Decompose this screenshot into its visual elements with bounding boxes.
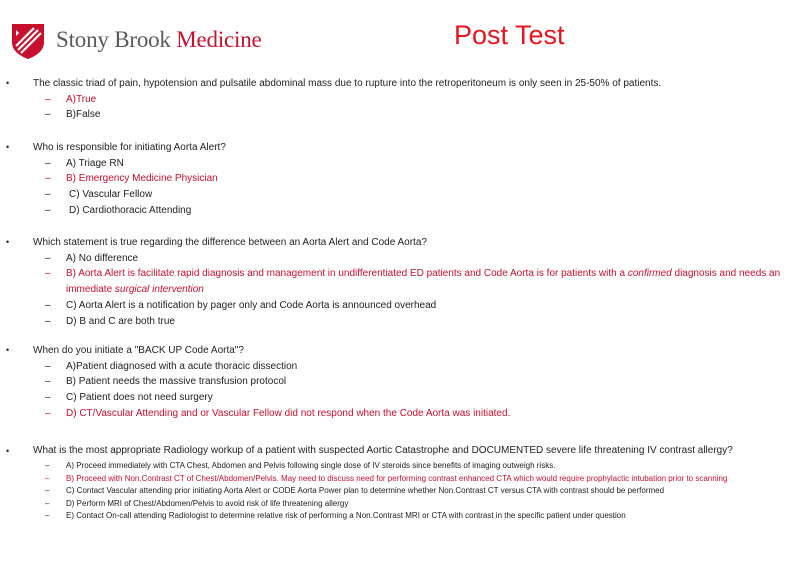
option-c: – C) Aorta Alert is a notification by pager only and Code Aorta is announced overhead bbox=[45, 299, 437, 311]
option-a: – A)Patient diagnosed with a acute thoracic dissection bbox=[45, 360, 298, 372]
option-c: – C) Patient does not need surgery bbox=[45, 392, 213, 404]
question-5 bbox=[6, 444, 784, 523]
question-4 bbox=[6, 343, 784, 422]
option-e: – E) Contact On-call attending Radiologist to determine relative risk of performing a Non.Contrast MRI or CTA with contrast in the specific patient under question bbox=[45, 511, 626, 521]
option-c: – C) Vascular Fellow bbox=[45, 189, 153, 201]
question-2 bbox=[6, 140, 784, 219]
logo-word-stony-brook: Stony Brook bbox=[56, 27, 171, 52]
option-a: – A)True bbox=[45, 93, 97, 105]
option-b: – B) Patient needs the massive transfusion protocol bbox=[45, 376, 287, 388]
question-text: Which statement is true regarding the difference between an Aorta Alert and Code Aorta? bbox=[33, 237, 427, 248]
option-a: – A) Triage RN bbox=[45, 157, 124, 169]
option-d: – D) Cardiothoracic Attending bbox=[45, 204, 192, 216]
question-text: Who is responsible for initiating Aorta Alert? bbox=[33, 142, 226, 153]
question-3 bbox=[6, 235, 784, 329]
bullet-icon: • bbox=[6, 78, 10, 88]
option-d: – D) CT/Vascular Attending and or Vascular Fellow did not respond when the Code Aorta was initiated. bbox=[45, 407, 511, 419]
page-title: Post Test bbox=[454, 20, 565, 50]
question-text: What is the most appropriate Radiology workup of a patient with suspected Aortic Catastrophe and DOCUMENTED severe life threatening IV contrast allergy? bbox=[33, 445, 733, 456]
question-1 bbox=[6, 76, 784, 123]
option-d: – D) B and C are both true bbox=[45, 315, 175, 327]
option-b: – B) Aorta Alert is facilitate rapid diagnosis and management in undifferentiated ED patients and Code Aorta is for patients with a confirmed diagnosis and needs an immediate surgical intervention bbox=[45, 268, 781, 296]
bullet-icon: • bbox=[6, 446, 10, 456]
question-text: The classic triad of pain, hypotension and pulsatile abdominal mass due to rupture into the retroperitoneum is only seen in 25-50% of patients. bbox=[33, 78, 662, 89]
shield-logo-icon bbox=[8, 20, 48, 60]
option-b: – B)False bbox=[45, 109, 101, 121]
option-a: – A) Proceed immediately with CTA Chest, Abdomen and Pelvis following single dose of IV steroids since benefits of imaging outweigh risks. bbox=[45, 461, 556, 470]
logo-wordmark bbox=[56, 27, 262, 53]
option-b: – B) Proceed with Non.Contrast CT of Chest/Abdomen/Pelvis. May need to discuss need for performing contrast enhanced CTA which would require prophylactic intubation prior to scanning bbox=[45, 473, 728, 483]
stony-brook-logo bbox=[8, 20, 262, 60]
option-c: – C) Contact Vascular attending prior initiating Aorta Alert or CODE Aorta Power plan to determine whether Non.Contrast CT versus CTA with contrast should be performed bbox=[45, 486, 665, 496]
option-a: – A) No difference bbox=[45, 252, 139, 264]
bullet-icon: • bbox=[6, 237, 10, 247]
bullet-icon: • bbox=[6, 142, 10, 152]
bullet-icon: • bbox=[6, 345, 10, 355]
question-text: When do you initiate a "BACK UP Code Aorta"? bbox=[33, 345, 244, 356]
option-b: – B) Emergency Medicine Physician bbox=[45, 173, 218, 185]
option-d: – D) Perform MRI of Chest/Abdomen/Pelvis to avoid risk of life threatening allergy bbox=[45, 498, 349, 508]
logo-word-medicine: Medicine bbox=[176, 27, 262, 52]
